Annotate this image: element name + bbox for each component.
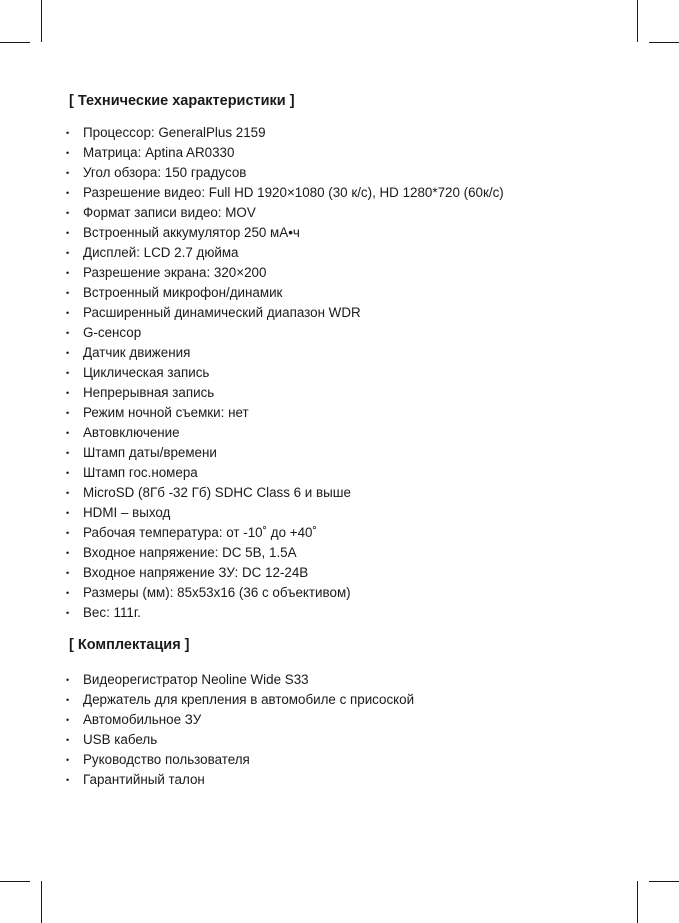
list-item: • Дисплей: LCD 2.7 дюйма	[66, 243, 504, 263]
list-item: • Режим ночной съемки: нет	[66, 403, 504, 423]
list-item: • Руководство пользователя	[66, 750, 414, 770]
bullet-icon: •	[66, 228, 70, 238]
bullet-icon: •	[66, 128, 70, 138]
crop-mark	[637, 0, 638, 42]
bullet-icon: •	[66, 408, 70, 418]
list-item: • Расширенный динамический диапазон WDR	[66, 303, 504, 323]
bullet-icon: •	[66, 488, 70, 498]
list-item: • Видеорегистратор Neoline Wide S33	[66, 670, 414, 690]
list-item: • Матрица: Aptina AR0330	[66, 143, 504, 163]
bullet-icon: •	[66, 308, 70, 318]
bullet-icon: •	[66, 188, 70, 198]
bullet-icon: •	[66, 428, 70, 438]
specs-list	[66, 123, 504, 623]
bullet-icon: •	[66, 755, 70, 765]
list-item: • G-сенсор	[66, 323, 504, 343]
list-item: • Датчик движения	[66, 343, 504, 363]
list-item: • Формат записи видео: MOV	[66, 203, 504, 223]
crop-mark	[649, 42, 679, 43]
list-item: • Встроенный аккумулятор 250 мА•ч	[66, 223, 504, 243]
bullet-icon: •	[66, 348, 70, 358]
bullet-icon: •	[66, 208, 70, 218]
list-item: • Гарантийный талон	[66, 770, 414, 790]
bullet-icon: •	[66, 548, 70, 558]
list-item: • Процессор: GeneralPlus 2159	[66, 123, 504, 143]
package-title: [ Комплектация ]	[69, 637, 190, 653]
list-item: • Рабочая температура: от -10˚ до +40˚	[66, 523, 504, 543]
crop-mark	[0, 881, 30, 882]
list-item: • Держатель для крепления в автомобиле с присоской	[66, 690, 414, 710]
list-item: • Разрешение экрана: 320×200	[66, 263, 504, 283]
bullet-icon: •	[66, 468, 70, 478]
bullet-icon: •	[66, 368, 70, 378]
list-item: • Входное напряжение: DC 5В, 1.5А	[66, 543, 504, 563]
list-item: • Штамп даты/времени	[66, 443, 504, 463]
crop-mark	[637, 881, 638, 923]
crop-mark	[649, 881, 679, 882]
package-list	[66, 670, 414, 790]
list-item: • Размеры (мм): 85x53x16 (36 с объективом)	[66, 583, 504, 603]
bullet-icon: •	[66, 588, 70, 598]
list-item: • Вес: 111г.	[66, 603, 504, 623]
bullet-icon: •	[66, 675, 70, 685]
bullet-icon: •	[66, 508, 70, 518]
bullet-icon: •	[66, 568, 70, 578]
crop-mark	[41, 0, 42, 42]
list-item: • Непрерывная запись	[66, 383, 504, 403]
bullet-icon: •	[66, 608, 70, 618]
bullet-icon: •	[66, 695, 70, 705]
list-item: • Встроенный микрофон/динамик	[66, 283, 504, 303]
list-item: • USB кабель	[66, 730, 414, 750]
bullet-icon: •	[66, 328, 70, 338]
list-item: • HDMI – выход	[66, 503, 504, 523]
bullet-icon: •	[66, 288, 70, 298]
bullet-icon: •	[66, 775, 70, 785]
bullet-icon: •	[66, 448, 70, 458]
bullet-icon: •	[66, 148, 70, 158]
bullet-icon: •	[66, 715, 70, 725]
crop-mark	[41, 881, 42, 923]
list-item: • Разрешение видео: Full HD 1920×1080 (30 к/с), HD 1280*720 (60к/с)	[66, 183, 504, 203]
bullet-icon: •	[66, 735, 70, 745]
list-item: • Циклическая запись	[66, 363, 504, 383]
list-item: • Автовключение	[66, 423, 504, 443]
list-item: • Угол обзора: 150 градусов	[66, 163, 504, 183]
bullet-icon: •	[66, 388, 70, 398]
bullet-icon: •	[66, 248, 70, 258]
list-item: • Автомобильное ЗУ	[66, 710, 414, 730]
list-item: • MicroSD (8Гб -32 Гб) SDHC Class 6 и выше	[66, 483, 504, 503]
bullet-icon: •	[66, 168, 70, 178]
specs-title: [ Технические характеристики ]	[69, 93, 295, 109]
list-item: • Штамп гос.номера	[66, 463, 504, 483]
list-item: • Входное напряжение ЗУ: DC 12-24В	[66, 563, 504, 583]
crop-mark	[0, 42, 30, 43]
bullet-icon: •	[66, 268, 70, 278]
bullet-icon: •	[66, 528, 70, 538]
